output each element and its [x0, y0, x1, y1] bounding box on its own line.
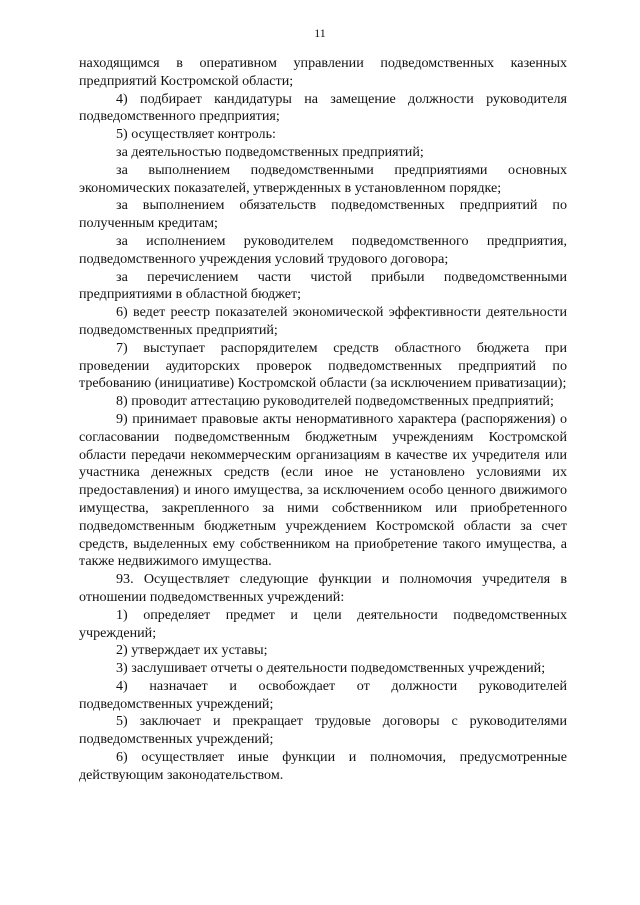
paragraph: находящимся в оперативном управлении подведомственных казенных предприятий Костромской области; [79, 55, 567, 89]
page-number: 11 [314, 26, 326, 40]
paragraph: 6) ведет реестр показателей экономической эффективности деятельности подведомственных предприятий; [79, 304, 567, 338]
paragraph: 6) осуществляет иные функции и полномочия, предусмотренные действующим законодательством. [79, 749, 567, 783]
paragraph: 5) заключает и прекращает трудовые договоры с руководителями подведомственных учреждений; [79, 713, 567, 748]
paragraph: 2) утверждает их уставы; [116, 642, 268, 659]
paragraph: за выполнением подведомственными предприятиями основных экономических показателей, утвержденных в установленном порядке; [79, 161, 567, 196]
paragraph: 93. Осуществляет следующие функции и полномочия учредителя в отношении подведомственных учреждений: [79, 571, 567, 605]
paragraph: за исполнением руководителем подведомственного предприятия, подведомственного учреждения условий трудового договора; [79, 232, 567, 267]
paragraph: 7) выступает распорядителем средств областного бюджета при проведении аудиторских проверок подведомственных предприятий по требованию (инициативе) Костромской области (за исключением приватизации); [79, 339, 567, 392]
paragraph: 4) назначает и освобождает от должности руководителей подведомственных учреждений; [79, 677, 567, 712]
paragraph: 1) определяет предмет и цели деятельности подведомственных учреждений; [79, 606, 567, 641]
paragraph: 8) проводит аттестацию руководителей подведомственных предприятий; [116, 393, 554, 410]
paragraph: 9) принимает правовые акты ненормативного характера (распоряжения) о согласовании подведомственным бюджетным учреждениям Костромской области передачи некоммерческим организациям в качестве их учредителя или участника денежных средств (если иное не установлено условиями их предоставления) и иного имущества, за исключением особо ценного движимого имущества, закрепленного за ними собственником или приобретенного подведомственным бюджетным учреждением Костромской области за счет средств, выделенных ему собственником на приобретение такого имущества, а также недвижимого имущества. [79, 410, 567, 570]
paragraph: 5) осуществляет контроль: [116, 126, 276, 143]
paragraph: за перечислением части чистой прибыли подведомственными предприятиями в областной бюджет; [79, 268, 567, 303]
paragraph: 3) заслушивает отчеты о деятельности подведомственных учреждений; [116, 660, 546, 677]
paragraph: 4) подбирает кандидатуры на замещение должности руководителя подведомственного предприятия; [79, 90, 567, 125]
paragraph: за деятельностью подведомственных предприятий; [116, 143, 424, 160]
paragraph: за выполнением обязательств подведомственных предприятий по полученным кредитам; [79, 197, 567, 232]
document-body [79, 55, 567, 785]
